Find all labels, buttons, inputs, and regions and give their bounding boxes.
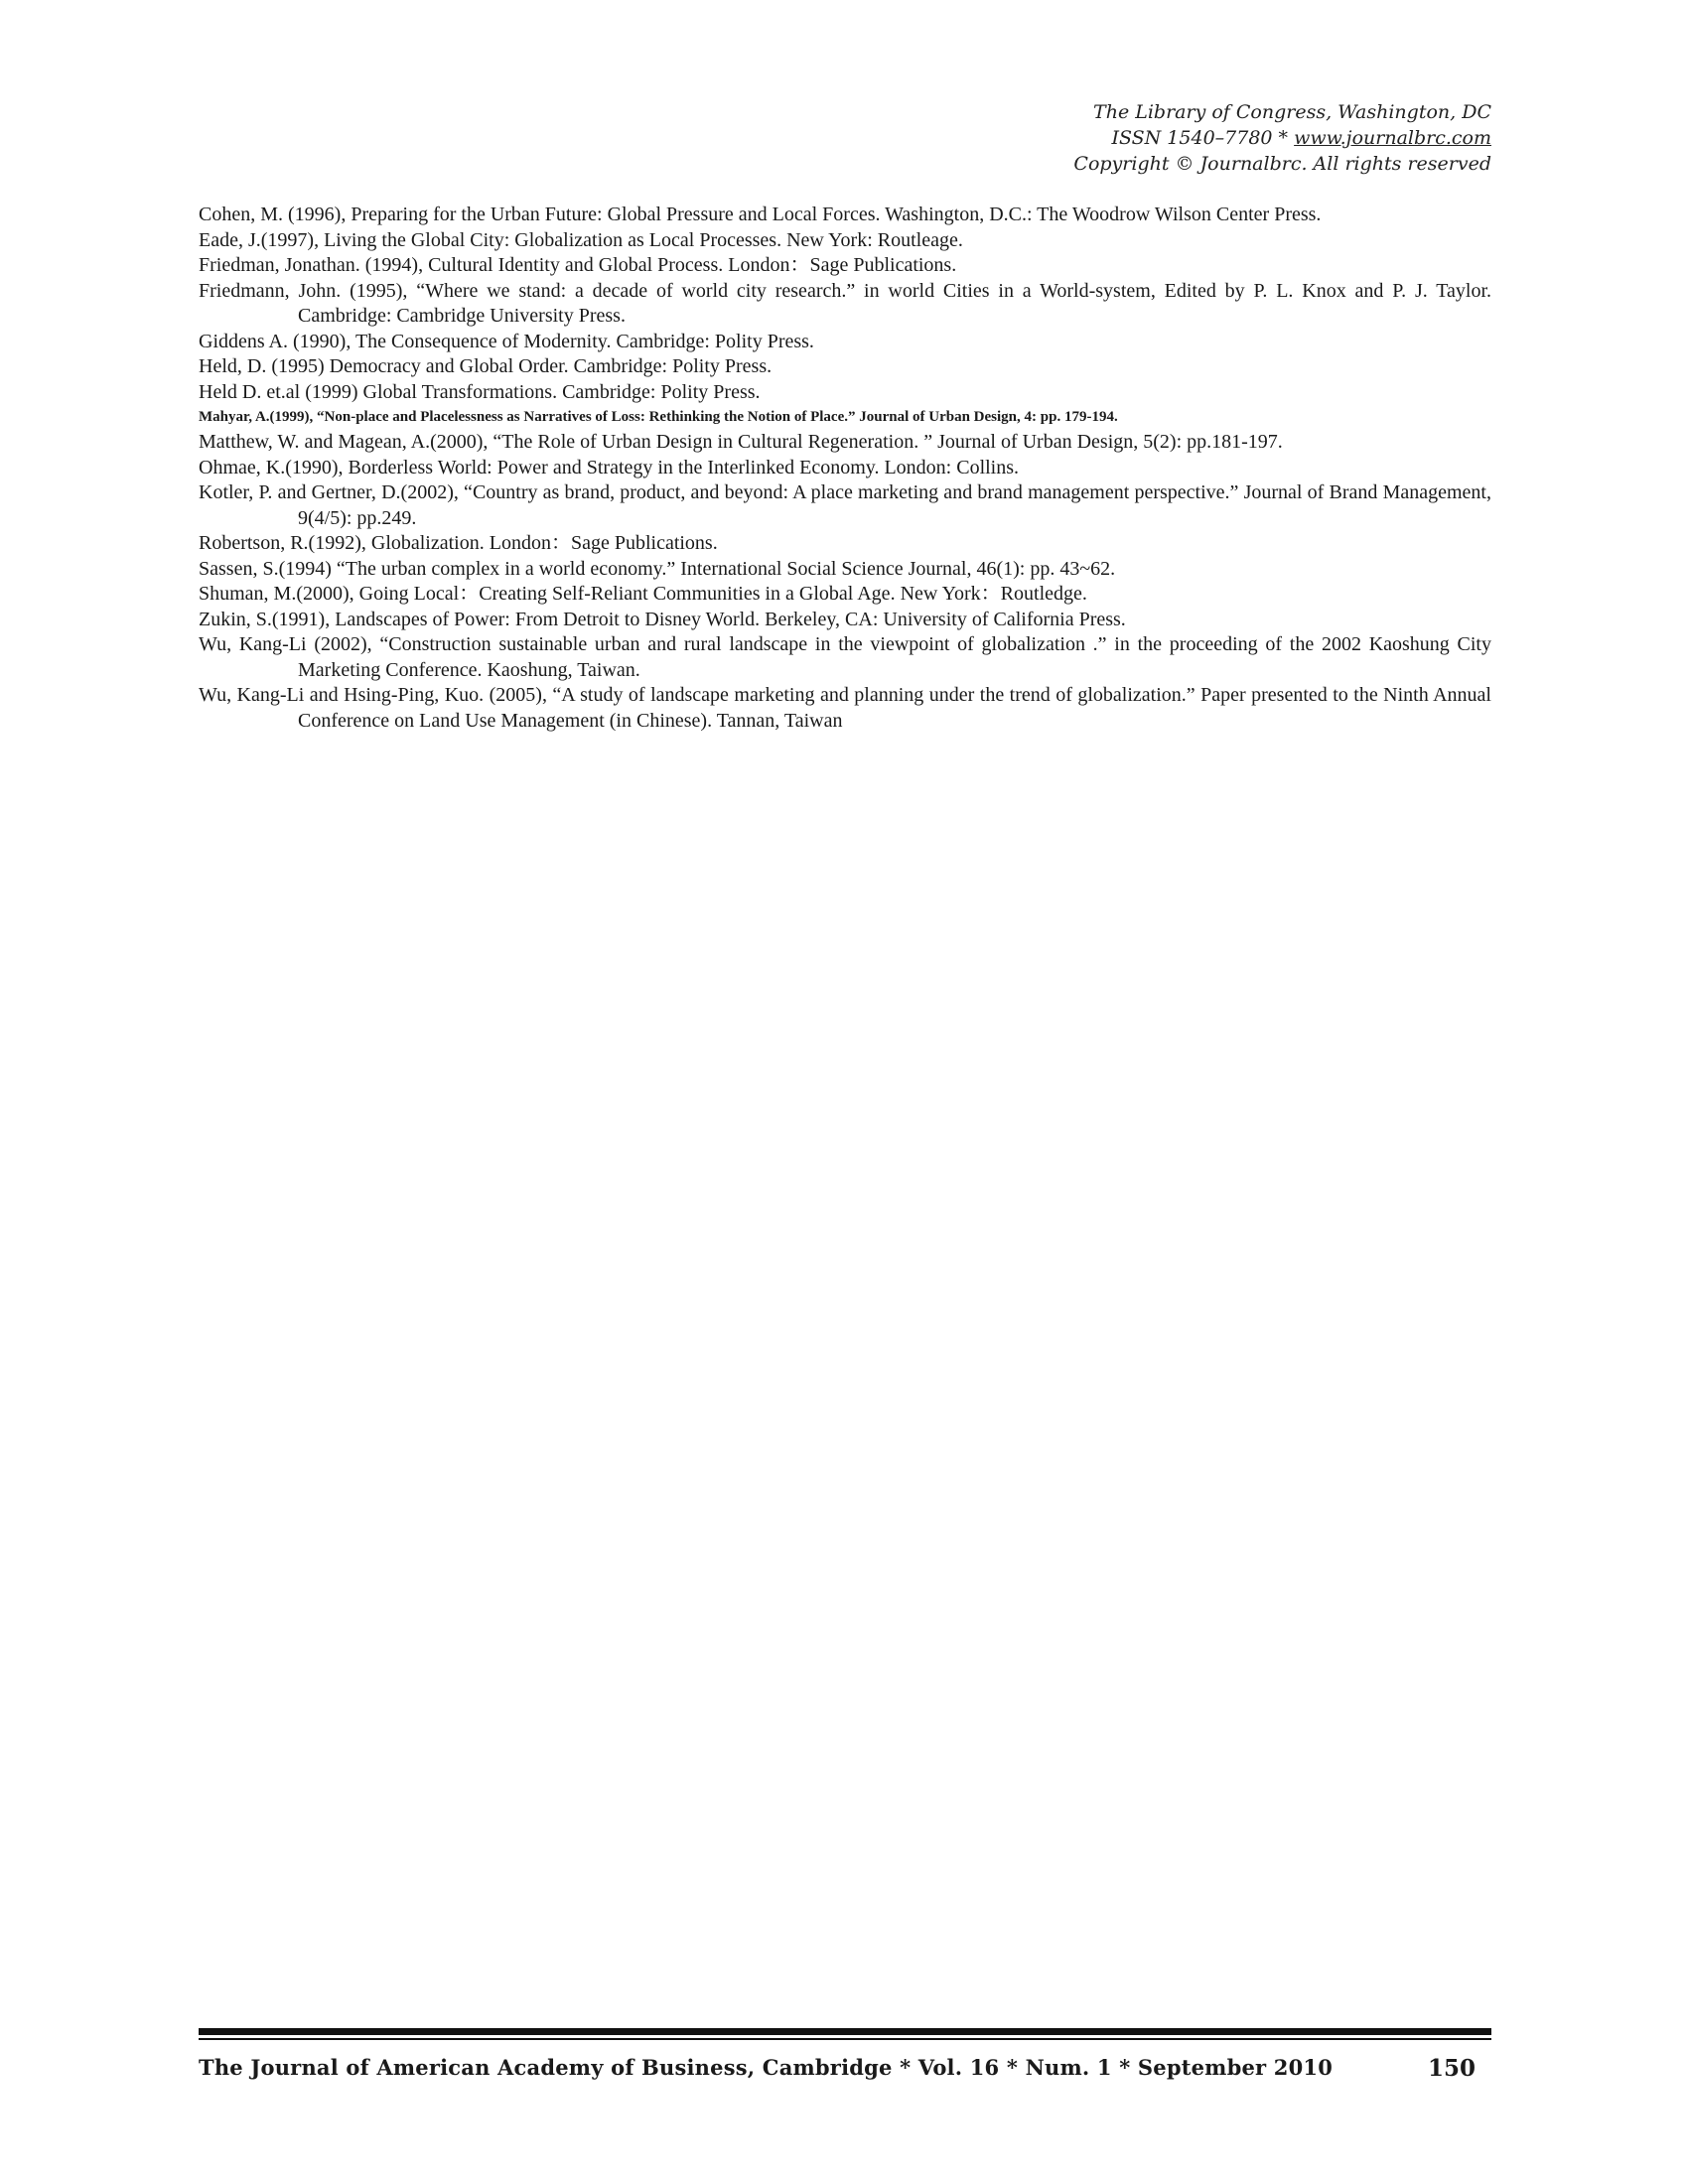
reference-item: Shuman, M.(2000), Going Local：Creating Self-Reliant Communities in a Global Age. New York：Routledge. [199,583,1087,605]
reference-item: Mahyar, A.(1999), “Non-place and Placelessness as Narratives of Loss: Rethinking the Notion of Place.” Journal of Urban Design, 4: pp. 179-194. [199,409,1118,425]
reference-item: Friedmann, John. (1995), “Where we stand: a decade of world city research.” in world Cities in a World-system, Edited by P. L. Knox and P. J. Taylor. Cambridge: Cambridge University Press. [199,279,1491,327]
header-copyright-line: Copyright © Journalbrc. All rights reserved [1073,153,1491,175]
footer-rule-thin [199,2038,1491,2040]
footer-rule-thick [199,2028,1491,2035]
header-library-line: The Library of Congress, Washington, DC [1093,101,1491,123]
journal-url-link[interactable]: www.journalbrc.com [1294,127,1491,149]
reference-item: Held D. et.al (1999) Global Transformations. Cambridge: Polity Press. [199,380,761,403]
journal-header [1073,99,1491,177]
reference-item: Eade, J.(1997), Living the Global City: Globalization as Local Processes. New York: Routleage. [199,228,963,251]
reference-item: Friedman, Jonathan. (1994), Cultural Identity and Global Process. London：Sage Publications. [199,254,957,276]
reference-item: Wu, Kang-Li (2002), “Construction sustainable urban and rural landscape in the viewpoint of globalization .” in the proceeding of the 2002 Kaoshung City Marketing Conference. Kaoshung, Taiwan. [199,633,1491,681]
reference-item: Zukin, S.(1991), Landscapes of Power: From Detroit to Disney World. Berkeley, CA: University of California Press. [199,608,1126,630]
reference-item: Held, D. (1995) Democracy and Global Order. Cambridge: Polity Press. [199,355,773,377]
header-separator: * [1272,127,1295,149]
journal-footer: The Journal of American Academy of Business, Cambridge * Vol. 16 * Num. 1 * September 2010 [199,2055,1334,2080]
reference-item: Wu, Kang-Li and Hsing-Ping, Kuo. (2005), “A study of landscape marketing and planning under the trend of globalization.” Paper presented to the Ninth Annual Conference on Land Use Management (in Chinese). Tannan, Taiwan [199,684,1491,732]
reference-item: Giddens A. (1990), The Consequence of Modernity. Cambridge: Polity Press. [199,330,814,352]
header-issn: ISSN 1540–7780 [1111,127,1273,149]
reference-item: Kotler, P. and Gertner, D.(2002), “Country as brand, product, and beyond: A place marketing and brand management perspective.” Journal of Brand Management, 9(4/5): pp.249. [199,481,1491,529]
reference-item: Sassen, S.(1994) “The urban complex in a world economy.” International Social Science Journal, 46(1): pp. 43~62. [199,557,1116,580]
reference-item: Ohmae, K.(1990), Borderless World: Power and Strategy in the Interlinked Economy. London: Collins. [199,456,1020,478]
page-number: 150 [1428,2055,1477,2082]
reference-list [199,203,1491,734]
header-issn-line [1073,125,1491,151]
reference-item: Matthew, W. and Magean, A.(2000), “The Role of Urban Design in Cultural Regeneration. ” Journal of Urban Design, 5(2): pp.181-197. [199,431,1283,453]
reference-item: Cohen, M. (1996), Preparing for the Urban Future: Global Pressure and Local Forces. Washington, D.C.: The Woodrow Wilson Center Press. [199,204,1322,225]
reference-item: Robertson, R.(1992), Globalization. London：Sage Publications. [199,532,718,554]
